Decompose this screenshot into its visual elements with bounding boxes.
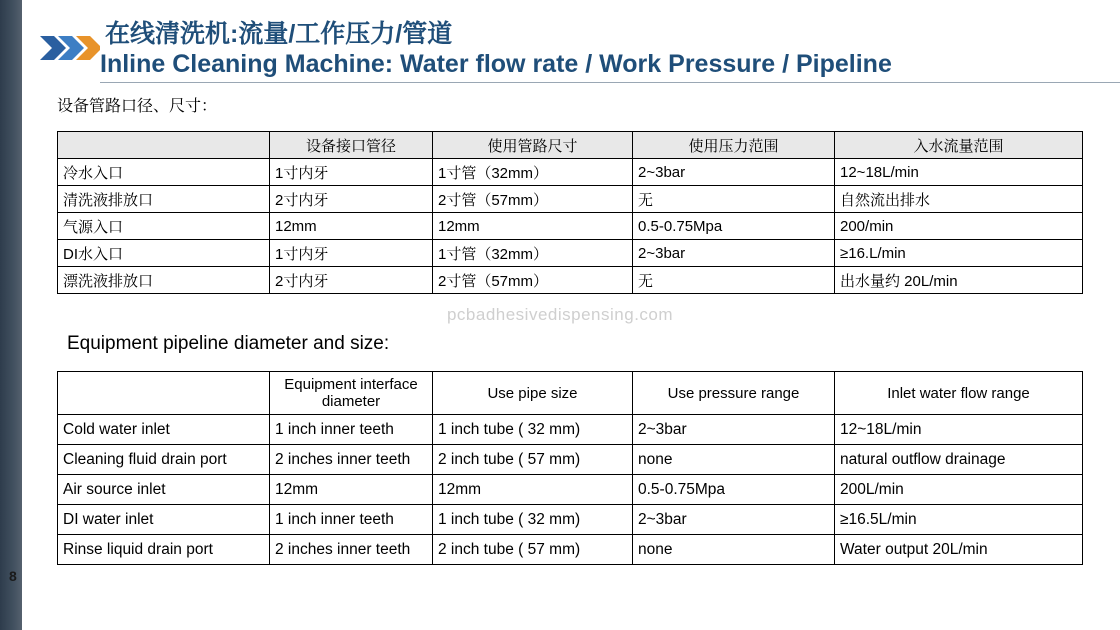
table-cell: 0.5-0.75Mpa <box>633 475 835 505</box>
table-cell: 2寸内牙 <box>270 267 433 294</box>
table-header-row <box>58 132 1083 159</box>
table-cell: 0.5-0.75Mpa <box>633 213 835 240</box>
table-cell: 2~3bar <box>633 505 835 535</box>
left-accent-bar-gradient <box>0 0 22 630</box>
table-header-cell: Use pressure range <box>633 372 835 415</box>
table-row <box>58 213 1083 240</box>
table-cell: 2 inch tube ( 57 mm) <box>433 445 633 475</box>
table-header-cell: 使用管路尺寸 <box>433 132 633 159</box>
table-cell: 2~3bar <box>633 415 835 445</box>
table-cell: 1寸管（32mm） <box>433 240 633 267</box>
caption-zh: 设备管路口径、尺寸： <box>57 98 218 115</box>
table-cell: 2~3bar <box>633 159 835 186</box>
table-header-cell: 入水流量范围 <box>835 132 1083 159</box>
page-title-en: Inline Cleaning Machine: Water flow rate / Work Pressure / Pipeline <box>100 50 892 78</box>
table-cell: none <box>633 535 835 565</box>
page-number: 8 <box>9 568 17 584</box>
table-cell: 12mm <box>270 213 433 240</box>
table-cell: ≥16.5L/min <box>835 505 1083 535</box>
table-cell: 出水量约 20L/min <box>835 267 1083 294</box>
table-cell: 1寸管（32mm） <box>433 159 633 186</box>
caption-en: Equipment pipeline diameter and size: <box>67 333 390 354</box>
table-cell: 2寸内牙 <box>270 186 433 213</box>
table-cell: Air source inlet <box>58 475 270 505</box>
table-cell: ≥16.L/min <box>835 240 1083 267</box>
table-cell: 2 inches inner teeth <box>270 445 433 475</box>
table-header-cell: Equipment interface diameter <box>270 372 433 415</box>
table-row <box>58 186 1083 213</box>
left-accent-bar <box>0 0 22 630</box>
table-cell: Rinse liquid drain port <box>58 535 270 565</box>
table-cell: natural outflow drainage <box>835 445 1083 475</box>
table-cell: 1寸内牙 <box>270 240 433 267</box>
table-cell: 2 inches inner teeth <box>270 535 433 565</box>
table-cell: 无 <box>633 267 835 294</box>
page-title-zh: 在线清洗机:流量/工作压力/管道 <box>105 20 453 48</box>
table-cell: 清洗液排放口 <box>58 186 270 213</box>
table-cell: 12~18L/min <box>835 159 1083 186</box>
table-header-cell: 使用压力范围 <box>633 132 835 159</box>
table-cell: 200/min <box>835 213 1083 240</box>
table-cell: 2寸管（57mm） <box>433 186 633 213</box>
title-divider <box>100 82 1120 83</box>
table-cell: 漂洗液排放口 <box>58 267 270 294</box>
chevron-double-right-icon <box>40 34 100 62</box>
table-cell: none <box>633 445 835 475</box>
table-cell: 1 inch tube ( 32 mm) <box>433 415 633 445</box>
table-header-cell <box>58 372 270 415</box>
table-cell: 200L/min <box>835 475 1083 505</box>
table-header-cell: Use pipe size <box>433 372 633 415</box>
table-cell: Cold water inlet <box>58 415 270 445</box>
table-cell: 2寸管（57mm） <box>433 267 633 294</box>
table-cell: 2 inch tube ( 57 mm) <box>433 535 633 565</box>
table-cell: 12mm <box>433 475 633 505</box>
table-row <box>58 445 1083 475</box>
table-header-row <box>58 372 1083 415</box>
pipeline-table-en <box>57 371 1083 565</box>
table-cell: 1 inch inner teeth <box>270 415 433 445</box>
table-row <box>58 159 1083 186</box>
table-header-cell: 设备接口管径 <box>270 132 433 159</box>
table-cell: 冷水入口 <box>58 159 270 186</box>
table-cell: 1寸内牙 <box>270 159 433 186</box>
table-cell: DI水入口 <box>58 240 270 267</box>
table-row <box>58 415 1083 445</box>
table-cell: 12mm <box>270 475 433 505</box>
table-row <box>58 535 1083 565</box>
table-row <box>58 475 1083 505</box>
table-row <box>58 267 1083 294</box>
table-row <box>58 505 1083 535</box>
table-header-cell <box>58 132 270 159</box>
table-row <box>58 240 1083 267</box>
table-cell: 自然流出排水 <box>835 186 1083 213</box>
table-cell: 2~3bar <box>633 240 835 267</box>
pipeline-table-zh <box>57 131 1083 294</box>
watermark: pcbadhesivedispensing.com <box>446 305 674 324</box>
table-cell: 12~18L/min <box>835 415 1083 445</box>
table-cell: 气源入口 <box>58 213 270 240</box>
table-cell: 1 inch tube ( 32 mm) <box>433 505 633 535</box>
table-cell: DI water inlet <box>58 505 270 535</box>
table-cell: 12mm <box>433 213 633 240</box>
table-cell: 1 inch inner teeth <box>270 505 433 535</box>
table-cell: 无 <box>633 186 835 213</box>
table-cell: Water output 20L/min <box>835 535 1083 565</box>
table-header-cell: Inlet water flow range <box>835 372 1083 415</box>
table-cell: Cleaning fluid drain port <box>58 445 270 475</box>
